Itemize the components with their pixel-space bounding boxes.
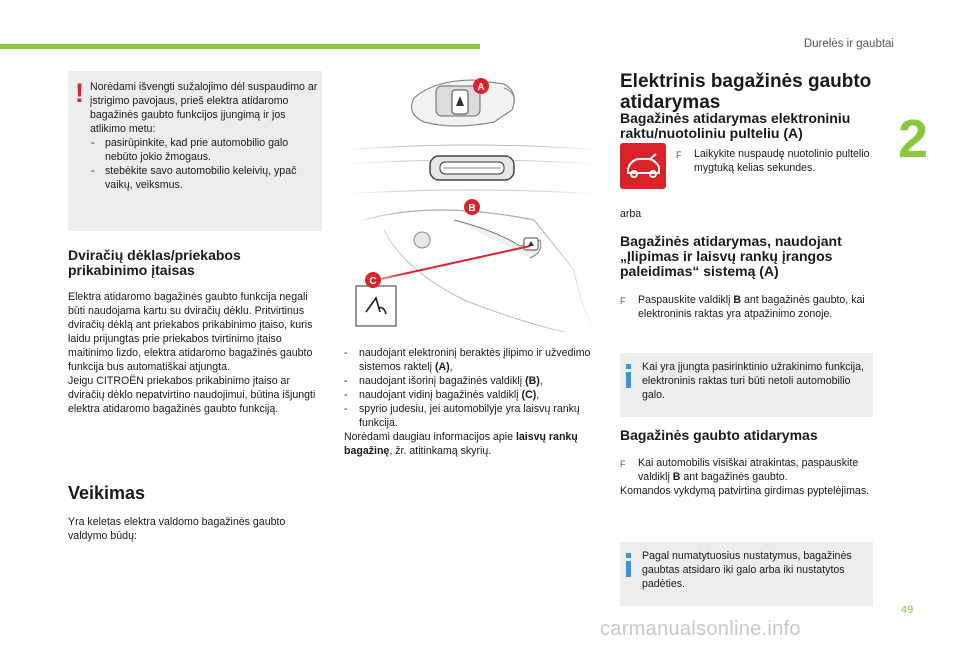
label-b: B [468, 203, 476, 214]
bullet-icon: F [676, 150, 682, 160]
operation-body: Yra keletas elektra valdomo bagažinės gaubto valdymo būdų: [68, 516, 286, 542]
or-text: arba [620, 208, 642, 220]
info-box [620, 353, 873, 417]
opening-instruction: F Kai automobilis visiškai atrakintas, paspauskite valdiklį B ant bagažinės gaubto. Komandos vykdymą patvirtina girdimas pyptelėjimas. [620, 456, 876, 498]
car-remote-icon [620, 143, 666, 189]
tailgate-controls-figure [344, 70, 598, 333]
info-box [620, 542, 873, 606]
main-title: Elektrinis bagažinės gaubto atidarymas [620, 71, 872, 113]
label-c: C [369, 276, 377, 287]
info-icon [626, 364, 631, 388]
methods-list [344, 346, 594, 458]
chapter-number: 2 [898, 109, 929, 169]
figure-illustration [344, 70, 598, 333]
bullet-icon: F [620, 459, 626, 469]
remote-section-title: Bagažinės atidarymas elektroniniu raktu/nuotoliniu pulteliu (A) [620, 110, 851, 141]
list-item: - naudojant vidinį bagažinės valdiklį (C), [344, 388, 594, 402]
label-a: A [477, 82, 485, 93]
list-item: - naudojant išorinį bagažinės valdiklį (B), [344, 374, 594, 388]
opening-section-title: Bagažinės gaubto atidarymas [620, 427, 818, 443]
info-text: Kai yra įjungta pasirinktinio užrakinimo funkcija, elektroninis raktas turi būti netoli automobilio galo. [642, 361, 864, 401]
operation-title: Veikimas [68, 483, 146, 503]
warning-exclamation-icon: ! [75, 78, 84, 108]
warning-box [68, 71, 322, 231]
keyless-section-title: Bagažinės atidarymas, naudojant „Įlipimas ir laisvų rankų įrangos paleidimas“ sistemą (A) [620, 233, 842, 279]
page-number: 49 [901, 604, 914, 616]
opening-confirmation: Komandos vykdymą patvirtina girdimas pyptelėjimas. [620, 485, 870, 497]
info-icon [626, 553, 631, 577]
warning-item: - pasirūpinkite, kad prie automobilio galo nebūto jokio žmogaus. [90, 136, 318, 164]
watermark: carmanualsonline.info [600, 618, 801, 640]
section-title: Durelės ir gaubtai [803, 38, 894, 50]
header-accent-bar [0, 44, 480, 49]
warning-item: - stebėkite savo automobilio keleivių, ypač vaikų, veiksmus. [90, 164, 318, 192]
list-item: - naudojant elektroninį beraktės įlipimo ir užvedimo sistemos raktelį (A), [344, 346, 594, 374]
keyless-instruction: F Paspauskite valdiklį B ant bagažinės gaubto, kai elektroninis raktas yra atpažinimo zonoje. [620, 294, 865, 320]
list-item: - spyrio judesiu, jei automobilyje yra laisvų rankų funkcija. [344, 402, 594, 430]
interior-switch-icon [356, 286, 396, 326]
bike-section-title: Dviračių dėklas/priekabos prikabinimo įtaisas [68, 247, 241, 278]
remote-instruction: F Laikykite nuspaudę nuotolinio pultelio mygtuką kelias sekundes. [676, 148, 870, 174]
warning-intro: Norėdami išvengti sužalojimo dėl suspaudimo ar įstrigimo pavojaus, prieš elektra atidaromo bagažinės gaubto funkcijos įjungimą ir jos atlikimo metu: [90, 81, 318, 135]
warning-text [90, 80, 318, 192]
bike-section-body: Elektra atidaromo bagažinės gaubto funkcija negali būti naudojama kartu su dviračių dėklu. Pritvirtinus dviračių dėklą ant priekabos prikabinimo įtaiso, kuris laidu prijungtas prie priekabos tvirtinimo įtaiso maitinimo lizdo, elektra atidaromo bagažinės gaubto funkcija bus automatiškai atjungta. Jeigu CITROËN priekabos prikabinimo įtaiso ar dviračių dėklo nepatvirtino naudojimui, būtina išjungti elektra atidaromo bagažinės gaubto funkciją. [68, 291, 316, 415]
methods-more-info: Norėdami daugiau informacijos apie laisvų rankų bagažinę, žr. atitinkamą skyrių. [344, 431, 578, 457]
info-text: Pagal numatytuosius nustatymus, bagažinės gaubtas atsidaro iki galo arba iki nustatytos padėties. [642, 550, 852, 590]
bullet-icon: F [620, 296, 626, 306]
